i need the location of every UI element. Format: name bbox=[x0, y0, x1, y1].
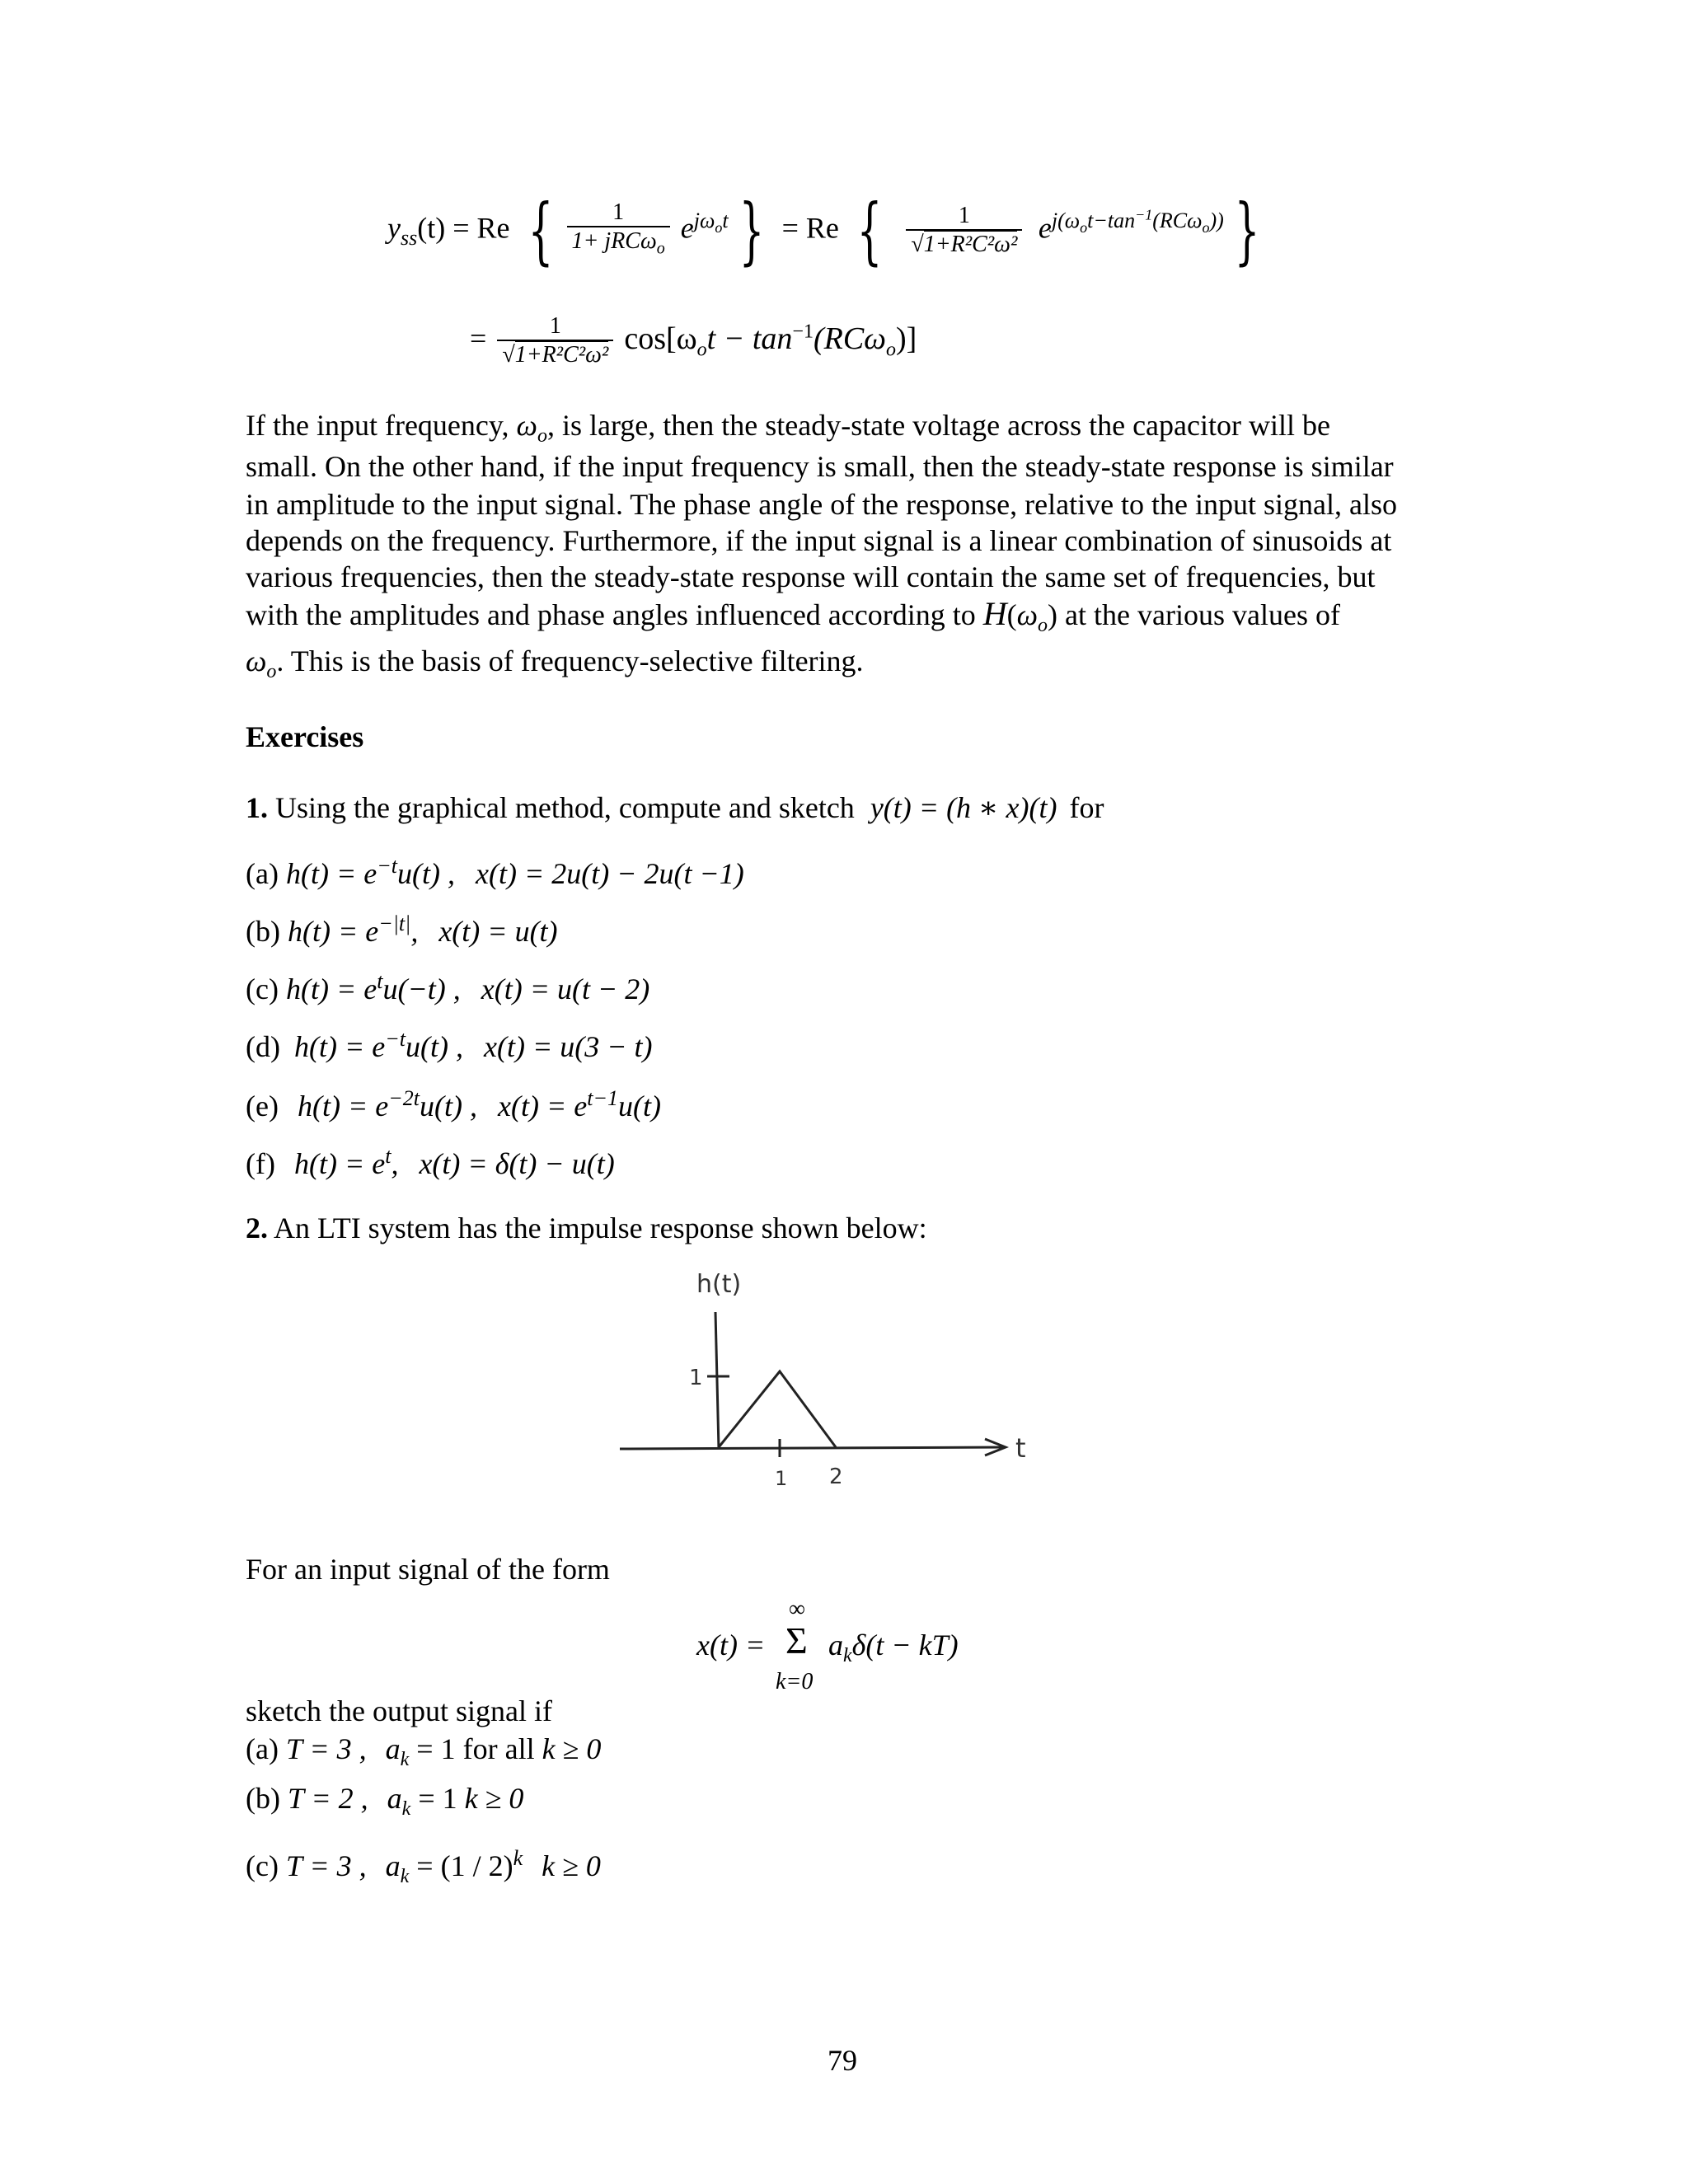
eq-y: y bbox=[387, 211, 401, 245]
sketch-xtick-label-2: 2 bbox=[829, 1465, 843, 1489]
paragraph-line-1: If the input frequency, $\omega_o$, is large, then the steady-state voltage across the capacitor will be bbox=[246, 409, 1330, 448]
exercise-1d: (d) $h(t) = e^{-t}u(t)$ , x(t) = u(3 − t) bbox=[246, 1027, 653, 1063]
exercise-2a: (a) T = 3 , $a_k = 1$ for all k ≥ 0 bbox=[246, 1732, 602, 1771]
exercise-1b: (b) $h(t) = e^{-|t|}$, x(t) = u(t) bbox=[246, 912, 558, 948]
paragraph-line-5: various frequencies, then the steady-state response will contain the same set of frequencies, but bbox=[246, 560, 1376, 593]
equation-steady-state: $y_{ss}(t) = Re$ { $\frac{1}{1+ jRC\omega_o}$ $e^{j\omega_ot}$ } = Re { $\frac{1}{\text{√1+R²C²ω²}}$ $e^{j(\omega_ot-tan^{-1}(RC\omega_o))}$ } bbox=[387, 188, 1260, 274]
paragraph-line-7: $\omega_o$. This is the basis of frequency-selective filtering. bbox=[246, 644, 864, 683]
exercise-2-prompt: 2. An LTI system has the impulse response shown below: bbox=[246, 1212, 927, 1244]
eq-y-sub: ss bbox=[400, 225, 418, 250]
fraction-2: $\frac{1}{\text{√1+R²C²ω²}}$ bbox=[901, 203, 1028, 259]
impulse-response-sketch bbox=[610, 1269, 1071, 1516]
brace-left-2: { bbox=[856, 188, 883, 274]
equation-cos: = $\frac{1}{\text{√1+R²C²ω²}}$ $\cos[\omega_ot - \tan^{-1}(RC\omega_o)]$ bbox=[470, 313, 917, 368]
exercise-2b: (b) T = 2 , $a_k = 1$ k ≥ 0 bbox=[246, 1782, 524, 1821]
paragraph-line-6: with the amplitudes and phase angles influenced according to $H(\omega_o)$ at the various values of bbox=[246, 595, 1340, 637]
sketch-x-axis bbox=[620, 1447, 1006, 1449]
sketch-xlabel: t bbox=[1015, 1432, 1026, 1464]
paragraph-line-4: depends on the frequency. Furthermore, if the input signal is a linear combination of sinusoids at bbox=[246, 524, 1392, 557]
exercise-1-prompt: 1. Using the graphical method, compute and sketch y(t) = (h ∗ x)(t) for bbox=[246, 791, 1104, 824]
brace-right-1: } bbox=[738, 188, 764, 274]
input-signal-text: For an input signal of the form bbox=[246, 1553, 610, 1586]
page-number: 79 bbox=[828, 2044, 857, 2077]
sketch-xtick-label-1: 1 bbox=[775, 1467, 788, 1490]
exercise-2c: (c) T = 3 , $a_k = (1 / 2)^k$ k ≥ 0 bbox=[246, 1846, 601, 1888]
sketch-output-text: sketch the output signal if bbox=[246, 1694, 552, 1727]
paragraph-line-2: small. On the other hand, if the input frequency is small, then the steady-state response is similar bbox=[246, 450, 1394, 483]
sketch-y-axis bbox=[715, 1312, 719, 1449]
brace-left-1: { bbox=[528, 188, 553, 274]
fraction-3: $\frac{1}{\text{√1+R²C²ω²}}$ bbox=[497, 313, 613, 369]
exercise-1c: (c) $h(t) = e^tu(-t)$ , x(t) = u(t − 2) bbox=[246, 969, 650, 1005]
brace-right-2: } bbox=[1234, 188, 1260, 274]
exercise-1e: (e) $h(t) = e^{-2t}u(t)$ , $x(t) = e^{t-1}u(t)$ bbox=[246, 1086, 661, 1122]
sketch-ytick-label: 1 bbox=[689, 1366, 703, 1390]
exercise-1f: (f) $h(t) = e^t$, x(t) = δ(t) − u(t) bbox=[246, 1144, 615, 1180]
sketch-ylabel: h(t) bbox=[696, 1270, 742, 1299]
exercise-1a: (a) $h(t) = e^{-t}u(t)$ , x(t) = 2u(t) − 2u(t −1) bbox=[246, 854, 744, 890]
sketch-triangle-pulse bbox=[719, 1371, 836, 1447]
eq-t-re: (t) = Re bbox=[417, 211, 510, 245]
fraction-1: $\frac{1}{1+ jRC\omega_o}$ bbox=[567, 199, 670, 263]
paragraph-line-3: in amplitude to the input signal. The phase angle of the response, relative to the input signal, also bbox=[246, 488, 1398, 521]
exercises-heading: Exercises bbox=[246, 720, 364, 753]
